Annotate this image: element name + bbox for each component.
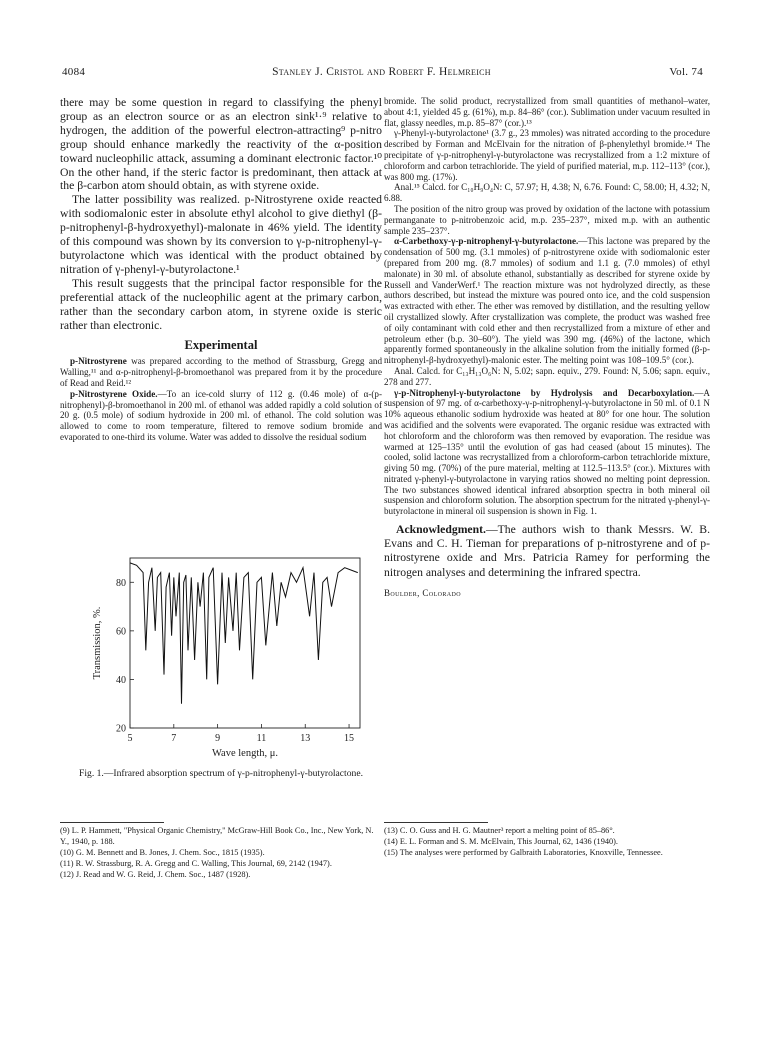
ir-spectrum-chart: [60, 548, 382, 768]
paragraph-lead: α-Carbethoxy-γ-p-nitrophenyl-γ-butyrolactone.: [394, 236, 579, 247]
footnote: (14) E. L. Forman and S. M. McElvain, This Journal, 62, 1436 (1940).: [384, 836, 618, 846]
footnote-rule-left: [60, 822, 164, 823]
experimental-paragraph: [60, 356, 382, 388]
volume-label: Vol. 74: [669, 66, 703, 78]
right-column: [384, 96, 710, 598]
experimental-heading: Experimental: [184, 338, 258, 353]
footnote: (10) G. M. Bennett and B. Jones, J. Chem. Soc., 1815 (1935).: [60, 847, 265, 857]
x-axis-label: Wave length, μ.: [211, 748, 279, 759]
left-column: [60, 96, 382, 443]
paragraph-body: Anal. Calcd. for C₁₃H₁₃O₆N: N, 5.02; sapn. equiv., 279. Found: N, 5.06; sapn. equiv., 278 and 277.: [384, 365, 710, 387]
x-tick-label: 9: [215, 733, 221, 744]
y-tick-label: 20: [116, 723, 126, 735]
experimental-paragraph: [384, 366, 710, 388]
intro-paragraph: This result suggests that the principal factor responsible for the preferential attack of the nucleophilic agent at the primary carbon, rather than the secondary carbon atom, in styrene oxide is steric rather than electronic.: [60, 276, 382, 332]
intro-text: [60, 96, 382, 332]
paragraph-body: bromide. The solid product, recrystallized from small quantities of methanol–water, about 4:1, yielded 45 g. (61%), m.p. 84–86° (cor.). Sublimation under vacuum resulted in flat, glassy needles, m.p. 85–87° (cor.).¹³: [384, 96, 710, 128]
paragraph-body: Anal.¹⁵ Calcd. for C₁₀H₉O₄N: C, 57.97; H, 4.38; N, 6.76. Found: C, 58.00; H, 4.32; N, 6.88.: [384, 182, 710, 204]
footnote: (12) J. Read and W. G. Reid, J. Chem. Soc., 1487 (1928).: [60, 869, 251, 879]
experimental-text: [60, 356, 382, 442]
paragraph-body: γ-Phenyl-γ-butyrolactone¹ (3.7 g., 23 mmoles) was nitrated according to the procedure described by Forman and McElvain for the nitration of β-phenylethyl bromide.¹⁴ The precipitate of γ-p-nitrophenyl-γ-butyrolactone was recrystallized from a 1:2 mixture of chloroform and carbon tetrachloride. The yield of purified material, m.p. 112–113° (cor.), was 800 mg. (17%).: [384, 128, 710, 182]
intro-paragraph: there may be some question in regard to classifying the phenyl group as an electron source or as an electron sink¹·⁹ relative to hydrogen, the addition of the powerful electron-attracting⁹ p-nitro group should enhance markedly the reactivity of the α-position toward nucleophilic attack, assuming a dominant electronic factor.¹⁰ On the other hand, if the steric factor is predominant, then attack at the β-carbon atom should obtain, as with styrene oxide.: [60, 96, 382, 193]
right-experimental-text: [384, 96, 710, 517]
footnote: (9) L. P. Hammett, "Physical Organic Chemistry," McGraw-Hill Book Co., Inc., New York, N. Y., 1940, p. 188.: [60, 826, 374, 846]
experimental-paragraph: [384, 182, 710, 204]
acknowledgment-body: —The authors wish to thank Messrs. W. B. Evans and C. H. Tieman for preparations of p-nitrostyrene and of p-nitrostyrene oxide and Mrs. Patricia Ramey for performing the nitrogen analyses and determining the infrared spectra.: [384, 523, 710, 579]
figure-caption: Fig. 1.—Infrared absorption spectrum of γ-p-nitrophenyl-γ-butyrolactone.: [79, 768, 363, 779]
acknowledgment-lead: Acknowledgment.: [396, 523, 486, 537]
experimental-paragraph: [384, 96, 710, 128]
acknowledgment-paragraph: [384, 523, 710, 580]
experimental-paragraph: [384, 204, 710, 236]
footnote-rule-right: [384, 822, 488, 823]
author-location: Boulder, Colorado: [384, 587, 461, 598]
page-number: 4084: [62, 66, 86, 78]
footnote: (11) R. W. Strassburg, R. A. Gregg and C. Walling, This Journal, 69, 2142 (1947).: [60, 858, 332, 868]
experimental-paragraph: [384, 128, 710, 182]
acknowledgment: [384, 523, 710, 580]
paragraph-lead: p-Nitrostyrene Oxide.: [70, 388, 158, 399]
y-tick-label: 80: [116, 577, 126, 589]
x-tick-label: 11: [256, 733, 267, 744]
x-tick-label: 5: [127, 733, 133, 744]
paragraph-lead: p-Nitrostyrene: [70, 356, 127, 367]
experimental-paragraph: [384, 236, 710, 366]
x-tick-label: 13: [300, 733, 311, 744]
running-header-authors: Stanley J. Cristol and Robert F. Helmreich: [272, 66, 491, 78]
paragraph-body: —This lactone was prepared by the condensation of 500 mg. (3.1 mmoles) of p-nitrostyrene oxide with sodiomalonic ester (prepared from 200 mg. (8.7 mmoles) of sodium and 1.1 g. (7.0 mmoles) of ethyl malonate) in 30 ml. of absolute ethanol, substantially as described for styrene oxide by Russell and VanderWerf.¹ The reaction mixture was not hydrolyzed directly, as these authors described, but instead the mixture was poured onto ice, and the cold suspension was extracted with ether. The ether was removed by distillation, and the resulting yellow oil crystallized slowly. After crystallization was complete, the product was washed free of oily contaminant with cold ether and then recrystallized from a mixture of ether and petroleum ether (b.p. 30–60°). The yield was 390 mg. (46%) of the lactone, which apparently formed spontaneously in the alkaline solution from the initially formed (β-p-nitrophenyl-β-hydroxyethyl)-malonic ester. The melting point was 108–109.5° (cor.).: [384, 236, 710, 366]
paragraph-body: —A suspension of 97 mg. of α-carbethoxy-γ-p-nitrophenyl-γ-butyrolactone in 50 ml. of 0.1 N 10% aqueous ethanolic sodium hydroxide was heated at 80° for one hour. The solution was acidified and the solvents were evaporated. The organic residue was extracted with hot chloroform and the chloroform was then removed by evaporation. The residue was warmed at 125–135° until the evolution of gas had ceased (about 15 minutes). The cooled, solid lactone was recrystallized from a chloroform-carbon tetrachloride mixture, giving 50 mg. (70%) of the pure material, melting at 112.5–113.5° (cor.). Mixtures with nitrated γ-phenyl-γ-butyrolactone in varying ratios showed no melting point depression. The two substances showed identical infrared absorption spectra in both mineral oil suspension and chloroform solution. The absorption spectrum for the nitrated γ-phenyl-γ-butyrolactone in mineral oil suspension is shown in Fig. 1.: [384, 387, 710, 517]
y-tick-label: 60: [116, 626, 126, 638]
y-tick-label: 40: [116, 674, 126, 686]
footnote: (15) The analyses were performed by Galbraith Laboratories, Knoxville, Tennessee.: [384, 847, 663, 857]
paragraph-body: The position of the nitro group was proved by oxidation of the lactone with potassium permanganate to p-nitrobenzoic acid, m.p. 235–237°, mixed m.p. with an authentic sample 235–237°.: [384, 203, 710, 236]
footnotes-right: [384, 826, 710, 859]
paragraph-body: —To an ice-cold slurry of 112 g. (0.46 mole) of α-(p-nitrophenyl)-β-bromoethanol in 200 ml. of ethanol was added rapidly a cold solution of 20 g. (0.5 mole) of sodium hydroxide in 200 ml. of ethanol. The cold solution was allowed to come to room temperature, filtered to remove sodium bromide and evaporated to one-third its volume. Water was added to dissolve the residual sodium: [60, 388, 383, 442]
paragraph-body: was prepared according to the method of Strassburg, Gregg and Walling,¹¹ and α-p-nitrophenyl-β-bromoethanol was prepared from it by the procedure of Read and Reid.¹²: [60, 356, 382, 388]
footnote: (13) C. O. Guss and H. G. Mautner³ report a melting point of 85–86°.: [384, 826, 615, 835]
y-axis-label: Transmission, %.: [92, 606, 103, 680]
intro-paragraph: The latter possibility was realized. p-Nitrostyrene oxide reacted with sodiomalonic ester in absolute ethyl alcohol to give diethyl (β-p-nitrophenyl-β-hydroxyethyl)-malonate in 46% yield. The identity of this compound was shown by its conversion to γ-p-nitrophenyl-γ-butyrolactone which was identical with the product obtained by nitration of γ-phenyl-γ-butyrolactone.¹: [60, 193, 382, 276]
x-tick-label: 7: [171, 733, 177, 744]
paragraph-lead: γ-p-Nitrophenyl-γ-butyrolactone by Hydrolysis and Decarboxylation.: [394, 387, 695, 398]
x-tick-label: 15: [344, 733, 355, 744]
footnotes-left: [60, 826, 382, 881]
experimental-paragraph: [384, 388, 710, 518]
experimental-paragraph: [60, 389, 382, 443]
spectrum-line: [130, 563, 358, 704]
